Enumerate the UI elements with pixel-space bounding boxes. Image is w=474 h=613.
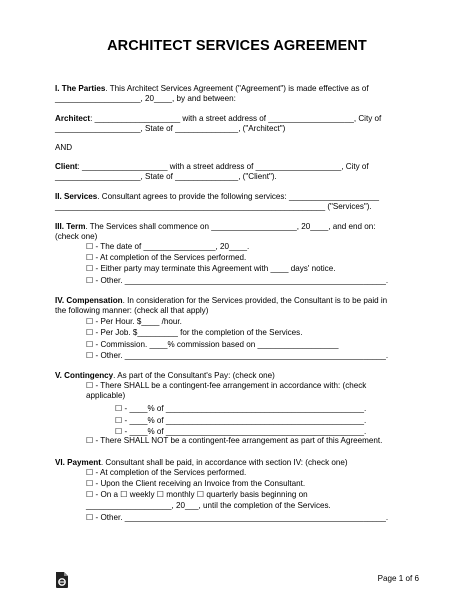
compensation-option-job[interactable]: ☐ - Per Job. $_________ for the completion of the Services. (86, 328, 303, 337)
compensation-line-1: IV. Compensation. In consideration for the Services provided, the Consultant is to be paid in (55, 296, 388, 305)
payment-option-completion[interactable]: ☐ - At completion of the Services performed. (86, 468, 247, 477)
document-title: ARCHITECT SERVICES AGREEMENT (107, 38, 367, 54)
term-option-date[interactable]: ☐ - The date of ________________, 20____. (86, 242, 250, 251)
payment-option-invoice[interactable]: ☐ - Upon the Client receiving an Invoice from the Consultant. (86, 479, 306, 488)
architect-label: Architect (55, 114, 91, 123)
term-option-notice[interactable]: ☐ - Either party may terminate this Agreement with ____ days' notice. (86, 264, 336, 273)
term-line-1: III. Term. The Services shall commence on ___________________, 20____, and end on: (55, 222, 376, 231)
term-line-2: (check one) (55, 232, 98, 241)
client-label: Client (55, 162, 78, 171)
compensation-heading: IV. Compensation (55, 296, 123, 305)
term-heading: III. Term (55, 222, 86, 231)
client-line-1: Client: ___________________ with a street address of ___________________, City of (55, 162, 369, 171)
architect-line-1: Architect: ___________________ with a street address of ___________________, City of (55, 114, 382, 123)
services-heading: II. Services (55, 192, 98, 201)
term-option-completion[interactable]: ☐ - At completion of the Services performed. (86, 253, 247, 262)
compensation-line-2: the following manner: (check all that apply) (55, 306, 209, 315)
payment-option-periodic[interactable]: ☐ - On a ☐ weekly ☐ monthly ☐ quarterly basis beginning on (86, 490, 308, 499)
contingency-heading: V. Contingency (55, 371, 114, 380)
client-line-2: ___________________, State of ______________, ("Client"). (55, 172, 277, 181)
compensation-option-hour[interactable]: ☐ - Per Hour. $____ /hour. (86, 317, 182, 326)
term-option-other[interactable]: ☐ - Other. __________________________________________________________. (86, 276, 389, 285)
page-number: Page 1 of 6 (377, 574, 419, 583)
contingency-option-shall-cont: applicable) (86, 391, 126, 400)
contingency-sub-2[interactable]: ☐ - ____% of ____________________________________________. (115, 416, 367, 425)
parties-line-2: ___________________, 20____, by and between: (55, 94, 236, 103)
contingency-option-shall[interactable]: ☐ - There SHALL be a contingent-fee arrangement in accordance with: (check (86, 381, 367, 390)
contingency-sub-3[interactable]: ☐ - ____% of ____________________________________________. (115, 427, 367, 436)
services-line-1: II. Services. Consultant agrees to provide the following services: ____________________ (55, 192, 379, 201)
payment-heading: VI. Payment (55, 458, 101, 467)
payment-option-periodic-cont: ___________________, 20___, until the completion of the Services. (86, 501, 331, 510)
contingency-option-shall-not[interactable]: ☐ - There SHALL NOT be a contingent-fee arrangement as part of this Agreement. (86, 436, 383, 445)
contingency-line-1: V. Contingency. As part of the Consultant's Pay: (check one) (55, 371, 275, 380)
services-line-2: ____________________________________________________________ ("Services"). (55, 202, 372, 211)
architect-line-2: ___________________, State of ______________, ("Architect") (55, 124, 286, 133)
compensation-option-commission[interactable]: ☐ - Commission. ____% commission based on __________________ (86, 340, 339, 349)
contingency-sub-1[interactable]: ☐ - ____% of ____________________________________________. (115, 404, 367, 413)
payment-option-other[interactable]: ☐ - Other. __________________________________________________________. (86, 513, 389, 522)
parties-heading: I. The Parties (55, 84, 106, 93)
document-logo-icon (55, 572, 69, 588)
parties-line-1: I. The Parties. This Architect Services Agreement ("Agreement") is made effective as of (55, 84, 369, 93)
and-text: AND (55, 143, 73, 152)
payment-line-1: VI. Payment. Consultant shall be paid, in accordance with section IV: (check one) (55, 458, 348, 467)
compensation-option-other[interactable]: ☐ - Other. __________________________________________________________. (86, 351, 389, 360)
